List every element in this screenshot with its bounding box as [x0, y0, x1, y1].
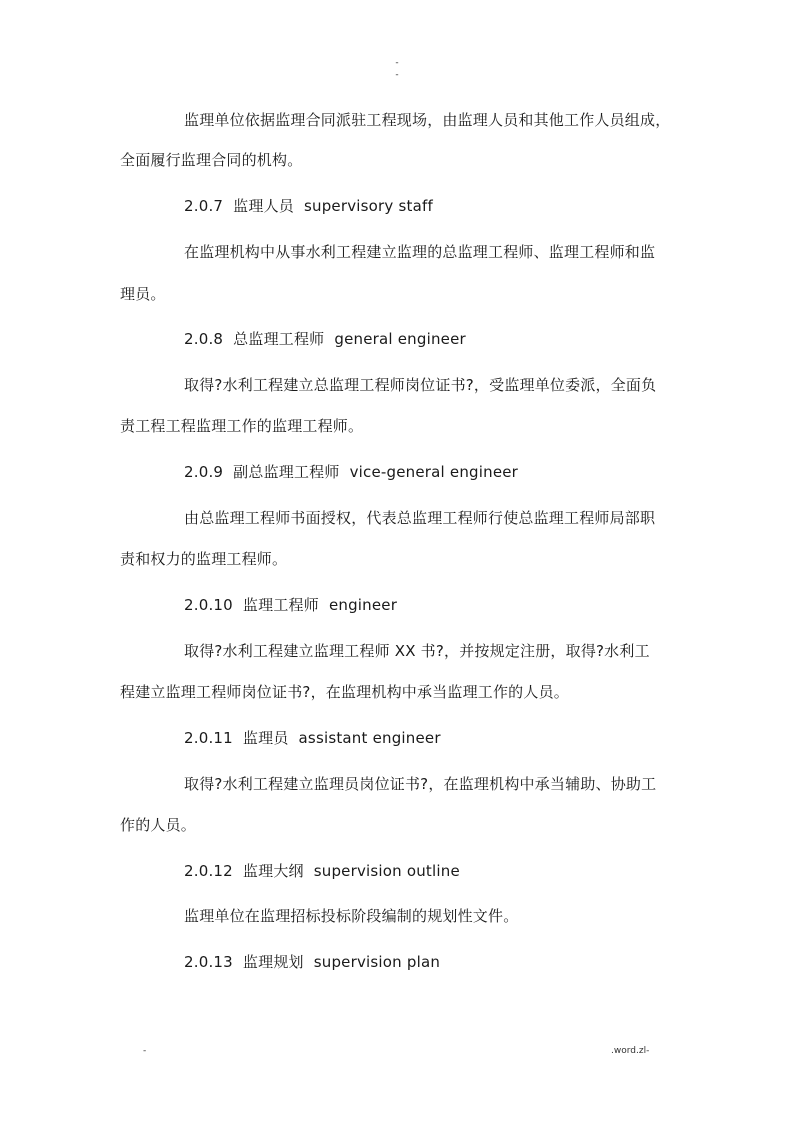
paragraph-line: 由总监理工程师书面授权，代表总监理工程师行使总监理工程师局部职 [184, 509, 656, 527]
term-english: supervision plan [313, 953, 441, 971]
term-chinese: 总监理工程师 [233, 330, 325, 348]
paragraph-line: 理员。 [120, 285, 166, 303]
footer-left-mark: - [143, 1046, 147, 1056]
term-chinese: 副总监理工程师 [233, 463, 340, 481]
term-number: 2.0.13 [184, 953, 233, 971]
header-mark-bottom: - [395, 70, 399, 80]
term-heading-2-0-9 [184, 462, 518, 482]
term-english: supervisory staff [303, 197, 433, 215]
paragraph-line: 全面履行监理合同的机构。 [120, 151, 303, 169]
paragraph-line: 作的人员。 [120, 816, 197, 834]
term-heading-2-0-11 [184, 728, 441, 748]
term-heading-2-0-12 [184, 861, 460, 881]
paragraph-line: 责工程工程监理工作的监理工程师。 [120, 417, 364, 435]
term-chinese: 监理大纲 [242, 862, 304, 880]
paragraph-line: 取得?水利工程建立监理员岗位证书?，在监理机构中承当辅助、协助工 [184, 775, 657, 793]
term-number: 2.0.10 [184, 596, 233, 614]
paragraph-line: 监理单位依据监理合同派驻工程现场，由监理人员和其他工作人员组成， [184, 111, 671, 129]
term-chinese: 监理人员 [233, 197, 294, 215]
term-english: vice-general engineer [349, 463, 519, 481]
term-english: supervision outline [313, 862, 460, 880]
term-number: 2.0.12 [184, 862, 233, 880]
term-number: 2.0.7 [184, 197, 224, 215]
paragraph-line: 责和权力的监理工程师。 [120, 550, 288, 568]
term-heading-2-0-7 [184, 196, 433, 216]
term-english: assistant engineer [298, 729, 441, 747]
term-heading-2-0-8 [184, 329, 466, 349]
paragraph-line: 取得?水利工程建立总监理工程师岗位证书?，受监理单位委派，全面负 [184, 376, 657, 394]
footer-right-text: .word.zl- [611, 1046, 650, 1056]
paragraph-line: 程建立监理工程师岗位证书?，在监理机构中承当监理工作的人员。 [120, 683, 569, 701]
term-number: 2.0.8 [184, 330, 224, 348]
paragraph-line: 取得?水利工程建立监理工程师 XX 书?，并按规定注册，取得?水利工 [184, 642, 650, 660]
header-mark-top: - [395, 58, 399, 68]
paragraph-line: 在监理机构中从事水利工程建立监理的总监理工程师、监理工程师和监 [184, 243, 656, 261]
term-chinese: 监理工程师 [242, 596, 319, 614]
term-heading-2-0-10 [184, 595, 397, 615]
term-heading-2-0-13 [184, 952, 440, 972]
term-number: 2.0.11 [184, 729, 233, 747]
term-chinese: 监理规划 [242, 953, 304, 971]
term-chinese: 监理员 [242, 729, 289, 747]
term-english: engineer [328, 596, 398, 614]
paragraph-line: 监理单位在监理招标投标阶段编制的规划性文件。 [184, 907, 519, 925]
term-number: 2.0.9 [184, 463, 224, 481]
term-english: general engineer [334, 330, 466, 348]
